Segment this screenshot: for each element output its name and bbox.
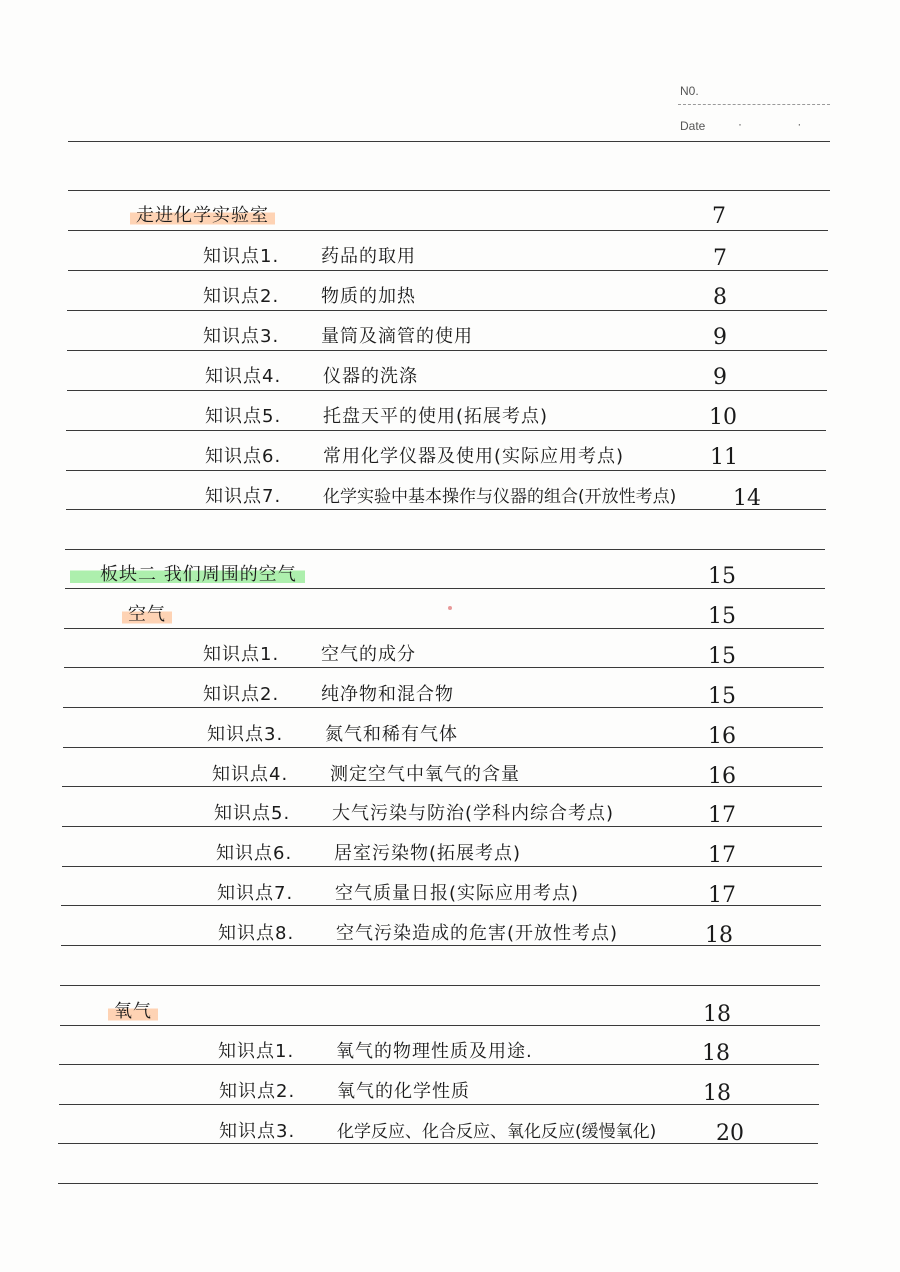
toc-item [214,802,614,826]
item-page-number: 15 [708,644,736,669]
item-label: 知识点3. [219,1121,296,1142]
item-label: 知识点2. [203,286,280,307]
toc-item [205,485,676,509]
toc-item [212,763,520,787]
item-text: 大气污染与防治(学科内综合考点) [332,803,615,824]
pink-dot-mark [448,606,452,610]
toc-item [203,325,473,349]
item-label: 知识点7. [205,486,282,507]
date-label: Date [680,119,706,133]
item-label: 知识点5. [214,803,291,824]
ruled-line [60,985,820,986]
ruled-line [67,390,827,391]
item-page-number: 9 [713,325,727,350]
item-page-number: 10 [709,405,737,430]
ruled-line [68,190,830,191]
item-page-number: 18 [702,1041,730,1066]
toc-item [203,643,416,667]
toc-item [205,405,548,429]
item-label: 知识点4. [205,366,282,387]
toc-item [218,1040,533,1064]
item-text: 测定空气中氧气的含量 [330,764,520,785]
toc-item [203,285,416,309]
toc-item [203,245,416,269]
toc-item [205,365,418,389]
item-page-number: 20 [716,1121,744,1146]
item-text: 居室污染物(拓展考点) [334,843,522,864]
ruled-line [66,470,826,471]
item-label: 知识点3. [207,724,284,745]
item-page-number: 17 [708,803,736,828]
section-title [108,1000,158,1024]
item-page-number: 15 [708,684,736,709]
item-page-number: 8 [713,285,727,310]
item-label: 知识点1. [203,246,280,267]
toc-item [205,445,624,469]
item-page-number: 16 [708,764,736,789]
item-page-number: 11 [710,445,738,470]
section-title [122,603,172,627]
item-label: 知识点1. [218,1041,295,1062]
ruled-line [68,230,828,231]
item-label: 知识点1. [203,644,280,665]
module-title-text: 板块二 我们周围的空气 [70,564,305,585]
item-label: 知识点8. [218,923,295,944]
item-text: 常用化学仪器及使用(实际应用考点) [323,446,625,467]
item-text: 物质的加热 [321,286,416,307]
item-text: 化学反应、化合反应、氧化反应(缓慢氧化) [337,1122,657,1142]
item-label: 知识点4. [212,764,289,785]
item-page-number: 17 [708,883,736,908]
item-page-number: 18 [703,1081,731,1106]
section-title-text: 氧气 [108,1001,158,1022]
item-text: 药品的取用 [321,246,416,267]
item-page-number: 16 [708,724,736,749]
toc-item [218,922,618,946]
item-label: 知识点7. [217,883,294,904]
chapter-page-number: 7 [712,204,726,229]
item-text: 空气污染造成的危害(开放性考点) [336,923,619,944]
section-page-number: 18 [703,1002,731,1027]
item-label: 知识点6. [205,446,282,467]
item-text: 量筒及滴管的使用 [321,326,473,347]
item-text: 氧气的物理性质及用途. [336,1041,533,1062]
ruled-line [65,549,825,550]
item-page-number: 17 [708,843,736,868]
item-page-number: 18 [705,923,733,948]
ruled-line [67,310,827,311]
ruled-line [66,430,826,431]
item-text: 空气质量日报(实际应用考点) [335,883,580,904]
item-page-number: 14 [733,486,761,511]
toc-item [219,1120,656,1144]
section-page-number: 15 [708,604,736,629]
item-text: 氧气的化学性质 [337,1081,470,1102]
ruled-line [68,141,830,142]
item-text: 氮气和稀有气体 [325,724,458,745]
item-label: 知识点2. [203,684,280,705]
number-dashed-line [678,104,830,105]
ruled-line [66,509,826,510]
toc-item [216,842,521,866]
item-label: 知识点6. [216,843,293,864]
item-page-number: 7 [713,246,727,271]
item-label: 知识点3. [203,326,280,347]
ruled-line [67,350,827,351]
ruled-line [58,1183,818,1184]
toc-item [219,1080,470,1104]
section-title-text: 空气 [122,604,172,625]
item-label: 知识点2. [219,1081,296,1102]
item-text: 空气的成分 [321,644,416,665]
toc-item [217,882,579,906]
item-text: 托盘天平的使用(拓展考点) [323,406,549,427]
toc-item [203,683,454,707]
item-text: 化学实验中基本操作与仪器的组合(开放性考点) [323,487,677,507]
module-title [100,563,305,587]
chapter-title-text: 走进化学实验室 [130,205,275,226]
date-dots: · · [738,117,828,131]
item-text: 纯净物和混合物 [321,684,454,705]
chapter-title [130,204,275,228]
toc-item [207,723,458,747]
item-label: 知识点5. [205,406,282,427]
module-page-number: 15 [708,564,736,589]
item-text: 仪器的洗涤 [323,366,418,387]
number-label: N0. [680,84,699,98]
item-page-number: 9 [713,365,727,390]
